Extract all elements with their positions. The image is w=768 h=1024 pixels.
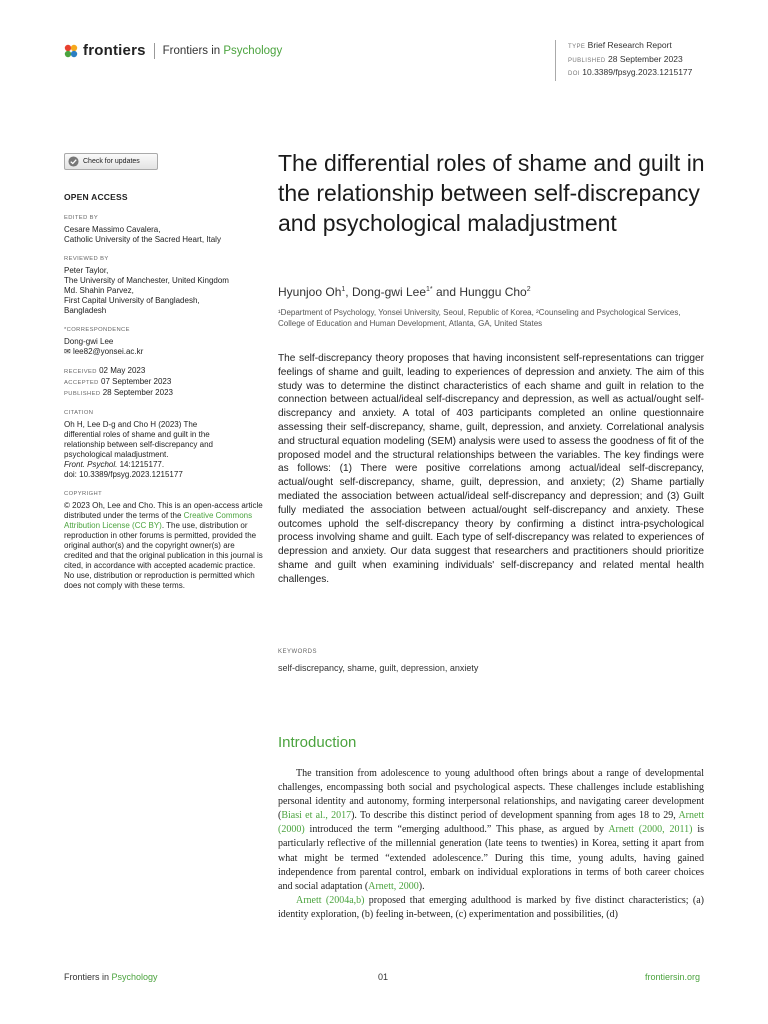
edited-by-section: EDITED BY Cesare Massimo Cavalera, Catholic University of the Sacred Heart, Italy [64,215,221,244]
citation-link[interactable]: Arnett (2004a,b) [296,894,365,906]
keywords: self-discrepancy, shame, guilt, depression, anxiety [278,663,479,673]
page-number: 01 [378,972,389,982]
check-updates-icon [68,156,79,167]
email-link[interactable]: ✉ lee82@yonsei.ac.kr [64,347,144,356]
keywords-label: KEYWORDS [278,649,318,655]
envelope-icon: ✉ [64,347,71,356]
doi: 10.3389/fpsyg.2023.1215177 [582,67,693,77]
cc-license-link[interactable]: Creative Commons Attribution License (CC BY) [64,511,253,530]
abstract: The self-discrepancy theory proposes that having inconsistent self-representations can trigger feelings of shame and guilt, leading to experiences of depression and anxiety. The aim of this study was to determine the distinct characteristics of each shame and guilt in relation to the connection between actual/ideal self-discrepancy and depression, as well as actual/ought self-discrepancy and anxiety. A total of 403 participants completed an online questionnaire assessing their self-discrepancy, shame, guilt, depression, and anxiety. Correlational analysis and structural equation modeling (SEM) analysis were used to assess the goodness of fit of the proposed model and the structural relationships between the variables. The key findings were as follows: (1) There were positive correlations among actual/ideal self-discrepancy, actual/ought self-discrepancy, shame, guilt, depression, and anxiety; (2) Shame partially mediated the association between actual/ideal self-discrepancy and depression; and (3) Guilt fully mediated the association between actual/ought self-discrepancy and anxiety. These outcomes uphold the self-discrepancy theory by confirming a distinct intra-psychological process involving shame and guilt. Each type of self-discrepancy was related to experiences of depression and anxiety. Our data suggest that researchers and practitioners should prioritize shame and guilt when examining individuals' self-discrepancy and related mental health challenges. [278,353,704,585]
section-heading-introduction: Introduction [278,734,357,751]
citation-link[interactable]: Biasi et al., 2017 [281,810,352,822]
frontiers-logo-icon [63,43,79,59]
article-title: The differential roles of shame and guilt in the relationship between self-discrepancy and psychological maladjustment [278,150,705,236]
footer-site-link[interactable]: frontiersin.org [645,972,701,982]
correspondence-section: *CORRESPONDENCE Dong-gwi Lee ✉ lee82@yonsei.ac.kr [64,325,264,357]
frontiers-logo[interactable] [63,42,282,59]
brand-name: frontiers [83,42,146,59]
citation-link[interactable]: Arnett (2000, 2011) [608,824,693,836]
copyright-section: COPYRIGHT © 2023 Oh, Lee and Cho. This is an open-access article distributed under the terms of the Creative Commons Attribution License (CC BY). The use, distribution or reproduction in other forums is permitted, provided the original author(s) and the copyright owner(s) are credited and that the original publication in this journal is cited, in accordance with accepted academic practice. No use, distribution or reproduction is permitted which does not comply with these terms. [64,491,263,590]
article-meta: TYPE Brief Research Report PUBLISHED 28 September 2023 DOI 10.3389/fpsyg.2023.1215177 [555,40,692,81]
paragraph: Arnett (2004a,b) proposed that emerging adulthood is marked by five distinct characteristics; (a) identity exploration, (b) feeling in-between, (c) experimentation and possibilities, (d) [278,894,704,920]
article-type: Brief Research Report [587,40,672,50]
citation-section: CITATION Oh H, Lee D-g and Cho H (2023) The differential roles of shame and guilt in the relationship between self-discrepancy and psychological maladjustment. Front. Psychol. 14:1215177. doi: 10.3389/fpsyg.2023.1215177 [64,410,213,479]
header-divider [154,43,155,59]
journal-name[interactable]: Frontiers in Psychology [162,44,283,57]
article-sidebar [64,192,264,600]
introduction-text [278,767,704,922]
reviewed-by-section: REVIEWED BY Peter Taylor, The University of Manchester, United Kingdom Md. Shahin Parvez, First Capital University of Bangladesh, Bangladesh [64,256,229,315]
published-date: 28 September 2023 [608,53,683,64]
footer-journal[interactable]: Frontiers in Psychology [64,972,158,982]
author[interactable]: Dong-gwi Lee [351,285,426,299]
citation-link[interactable]: Arnett (2000) [278,810,704,836]
author[interactable]: Hunggu Cho [459,285,527,299]
open-access-label: OPEN ACCESS [64,192,128,202]
author[interactable]: Hyunjoo Oh [278,285,342,299]
dates-section: RECEIVED 02 May 2023 ACCEPTED 07 September 2023 PUBLISHED 28 September 2023 [64,366,173,397]
paragraph: The transition from adolescence to young adulthood often brings about a range of developmental challenges, encompassing both social and psychological aspects. These challenges include establishing personal identity and autonomy, forming interpersonal relationships, and navigating career development (Biasi et al., 2017). To describe this distinct period of development spanning from ages 18 to 29, Arnett (2000) introduced the term “emerging adulthood.” This phase, as argued by Arnett (2000, 2011) is particularly reflective of the millennial generation (late teens to twenties) in Korea, setting it apart from what might be termed “extended adolescence.” During this time, young adults, having gained independence from parental control, embark on individual explorations in terms of both career choices and social adaptation (Arnett, 2000). [278,768,704,892]
author-list: Hyunjoo Oh$^1$, Dong-gwi Lee$^{1*}$ and Hunggu Cho$^2$ [278,285,531,299]
check-for-updates-button[interactable]: Check for updates [64,153,158,170]
citation-link[interactable]: Arnett, 2000 [368,880,419,892]
affiliations: ¹Department of Psychology, Yonsei University, Seoul, Republic of Korea, ²Counseling and Psychological Services, College of Education and Human Development, Atlanta, GA, United States [278,308,681,328]
